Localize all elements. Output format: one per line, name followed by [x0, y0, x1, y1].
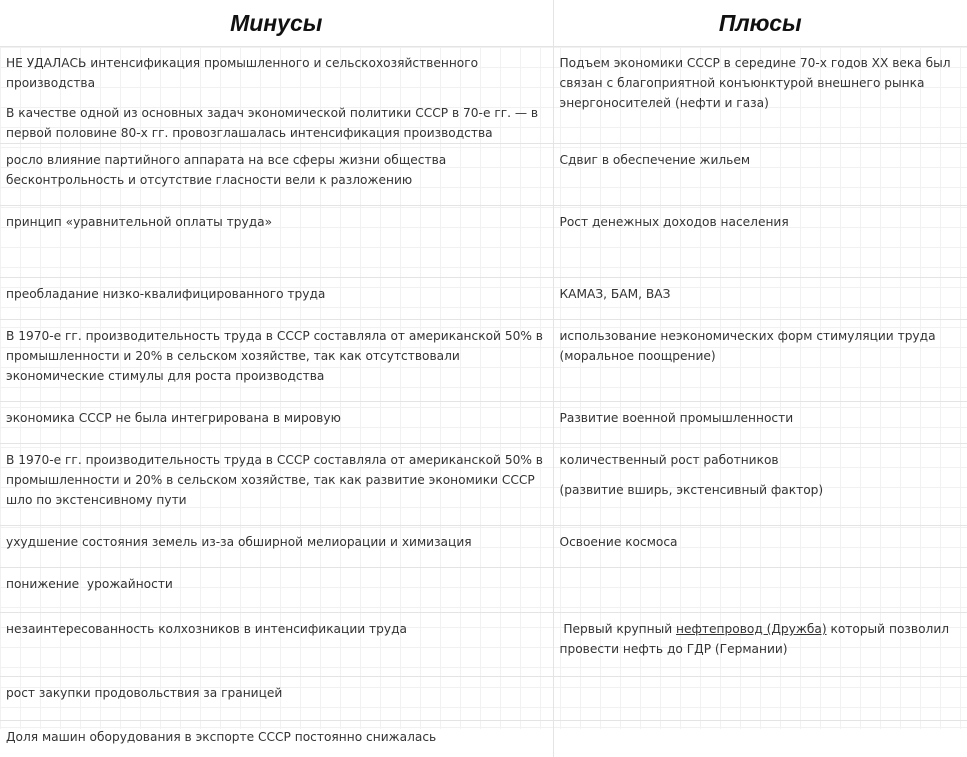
- table-row: [0, 444, 967, 526]
- cell-text: В качестве одной из основных задач экономической политики СССР в 70-е гг. — в первой половине 80-х гг. провозглашалась интенсификация производства: [6, 103, 547, 143]
- plus-cell[interactable]: [553, 402, 967, 444]
- cell-text: понижение урожайности: [6, 574, 547, 594]
- minus-cell[interactable]: [0, 144, 553, 206]
- plus-column-header: Плюсы: [553, 0, 967, 47]
- minus-cell[interactable]: [0, 613, 553, 677]
- plus-cell[interactable]: [553, 206, 967, 278]
- plus-cell[interactable]: [553, 47, 967, 144]
- minus-cell[interactable]: [0, 320, 553, 402]
- plus-cell-empty[interactable]: [553, 721, 967, 757]
- cell-text: Подъем экономики СССР в середине 70-х годов XX века был связан с благоприятной конъюнктурой внешнего рынка энергоносителей (нефти и газа): [560, 53, 962, 113]
- table-row: [0, 144, 967, 206]
- minus-cell[interactable]: [0, 402, 553, 444]
- minus-column-header: Минусы: [0, 0, 553, 47]
- table-row: [0, 526, 967, 568]
- cell-rich-text: [560, 619, 962, 659]
- table-row: [0, 47, 967, 144]
- cell-text: Освоение космоса: [560, 532, 962, 552]
- minus-cell[interactable]: [0, 721, 553, 757]
- table-row: [0, 320, 967, 402]
- cell-text: принцип «уравнительной оплаты труда»: [6, 212, 547, 232]
- cell-text: использование неэкономических форм стимуляции труда (моральное поощрение): [560, 326, 962, 366]
- plus-cell[interactable]: [553, 613, 967, 677]
- cell-text: (развитие вширь, экстенсивный фактор): [560, 480, 962, 500]
- druzhba-pipeline-link[interactable]: нефтепровод (Дружба): [676, 622, 827, 636]
- cell-text: КАМАЗ, БАМ, ВАЗ: [560, 284, 962, 304]
- cell-text: В 1970-е гг. производительность труда в СССР составляла от американской 50% в промышленности и 20% в сельском хозяйстве, так как отсутствовали экономические стимулы для роста производства: [6, 326, 547, 386]
- table-row: [0, 677, 967, 721]
- plus-cell-empty[interactable]: [553, 677, 967, 721]
- plus-cell[interactable]: [553, 278, 967, 320]
- table-row: [0, 278, 967, 320]
- cell-text: ухудшение состояния земель из-за обширной мелиорации и химизация: [6, 532, 547, 552]
- cell-text: преобладание низко-квалифицированного труда: [6, 284, 547, 304]
- plus-cell[interactable]: [553, 320, 967, 402]
- cell-text: количественный рост работников: [560, 450, 962, 470]
- table-row: [0, 613, 967, 677]
- cell-text: росло влияние партийного аппарата на все сферы жизни общества бесконтрольность и отсутствие гласности вели к разложению: [6, 150, 547, 190]
- cell-text: незаинтересованность колхозников в интенсификации труда: [6, 619, 547, 639]
- table-row: [0, 402, 967, 444]
- cell-text: Рост денежных доходов населения: [560, 212, 962, 232]
- plus-cell[interactable]: [553, 526, 967, 568]
- table-row: [0, 206, 967, 278]
- plus-cell[interactable]: [553, 144, 967, 206]
- cell-text-before-link: Первый крупный: [560, 622, 677, 636]
- plus-cell[interactable]: [553, 444, 967, 526]
- minus-cell[interactable]: [0, 444, 553, 526]
- minus-cell[interactable]: [0, 677, 553, 721]
- cell-text: НЕ УДАЛАСЬ интенсификация промышленного и сельскохозяйственного производства: [6, 53, 547, 93]
- cell-text: Доля машин оборудования в экспорте СССР постоянно снижалась: [6, 727, 547, 747]
- table-row: [0, 721, 967, 757]
- cell-text-after-link: который позволил провести нефть до ГДР (Германии): [560, 622, 953, 656]
- minus-cell[interactable]: [0, 526, 553, 568]
- minus-cell[interactable]: [0, 568, 553, 613]
- plus-cell-empty[interactable]: [553, 568, 967, 613]
- header-row: [0, 0, 967, 47]
- minus-cell[interactable]: [0, 278, 553, 320]
- minus-cell[interactable]: [0, 47, 553, 144]
- cell-text: Развитие военной промышленности: [560, 408, 962, 428]
- minus-cell[interactable]: [0, 206, 553, 278]
- cell-text: экономика СССР не была интегрирована в мировую: [6, 408, 547, 428]
- cell-text: Сдвиг в обеспечение жильем: [560, 150, 962, 170]
- cell-text: В 1970-е гг. производительность труда в СССР составляла от американской 50% в промышленности и 20% в сельском хозяйстве, так как развитие экономики СССР шло по экстенсивному пути: [6, 450, 547, 510]
- cell-text: рост закупки продовольствия за границей: [6, 683, 547, 703]
- table-row: [0, 568, 967, 613]
